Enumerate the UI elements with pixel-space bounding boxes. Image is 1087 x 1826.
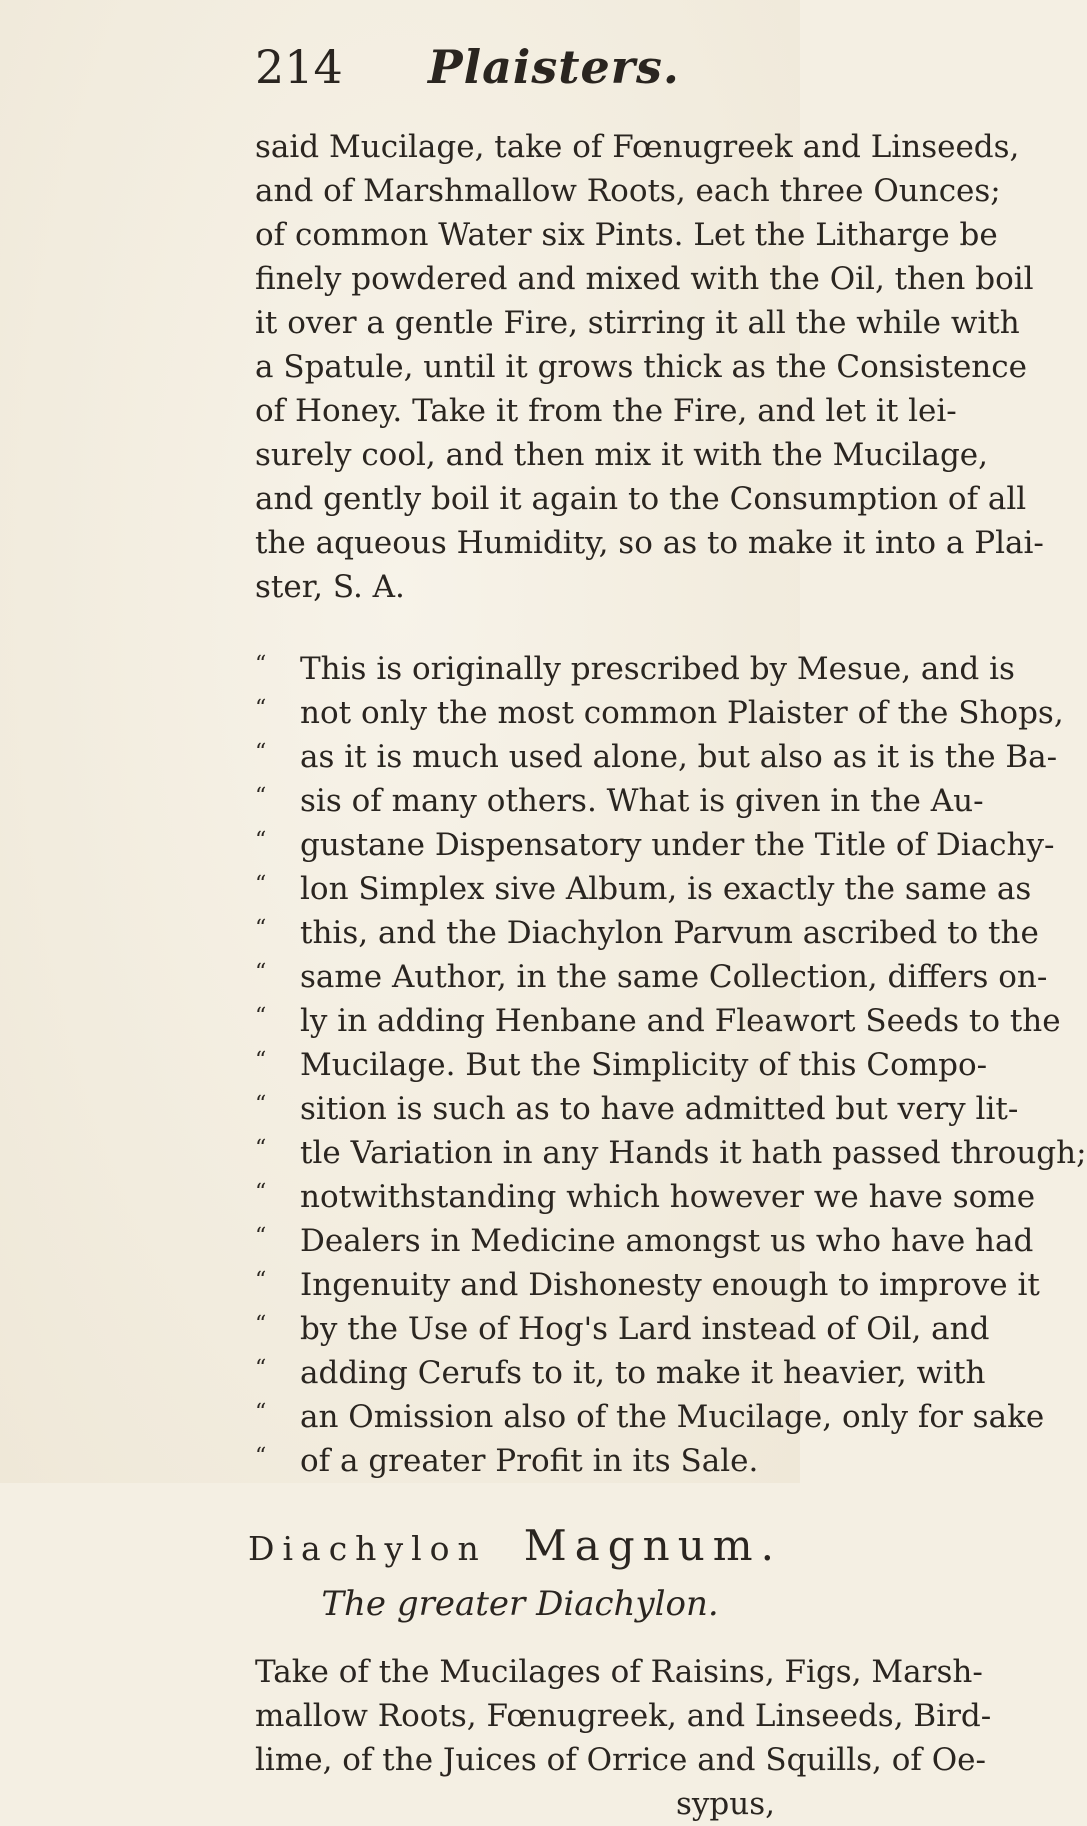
- quote-line: “ Dealers in Medicine amongst us who have had: [255, 1219, 785, 1263]
- commentary-quotation: [255, 647, 1087, 1483]
- quote-mark: “: [255, 740, 267, 765]
- quote-line: “ ly in adding Henbane and Fleawort Seeds to the: [255, 999, 785, 1043]
- section-diachylon-magnum: [248, 1521, 992, 1826]
- quote-line: “ of a greater Profit in its Sale.: [255, 1439, 785, 1483]
- text-line: it over a gentle Fire, stirring it all the while with: [255, 305, 1020, 341]
- quote-line: “ sis of many others. What is given in the Au-: [255, 779, 785, 823]
- text-line: surely cool, and then mix it with the Mucilage,: [255, 437, 989, 473]
- quote-line: “ Ingenuity and Dishonesty enough to improve it: [255, 1263, 785, 1307]
- text-line: ster, S. A.: [255, 569, 405, 605]
- section-heading: Diachylon Magnum.: [248, 1521, 782, 1570]
- quote-mark: “: [255, 1444, 267, 1469]
- quote-mark: “: [255, 696, 267, 721]
- quote-mark: “: [255, 1400, 267, 1425]
- quote-mark: “: [255, 916, 267, 941]
- quote-mark: “: [255, 872, 267, 897]
- text-line: the aqueous Humidity, so as to make it into a Plai-: [255, 525, 1044, 561]
- section-subheading: The greater Diachylon.: [321, 1584, 719, 1624]
- page-header: [0, 40, 800, 110]
- text-line: and gently boil it again to the Consumption of all: [255, 481, 1027, 517]
- quote-line: “ same Author, in the same Collection, differs on-: [255, 955, 785, 999]
- quote-mark: “: [255, 1356, 267, 1381]
- quote-line: “ not only the most common Plaister of the Shops,: [255, 691, 785, 735]
- quote-mark: “: [255, 960, 267, 985]
- quote-line: “ an Omission also of the Mucilage, only for sake: [255, 1395, 785, 1439]
- quote-line: “ tle Variation in any Hands it hath passed through;: [255, 1131, 785, 1175]
- quote-line: “ Mucilage. But the Simplicity of this Compo-: [255, 1043, 785, 1087]
- quote-mark: “: [255, 1224, 267, 1249]
- text-line: a Spatule, until it grows thick as the Consistence: [255, 349, 1027, 385]
- catchword: sypus,: [676, 1786, 775, 1822]
- quote-mark: “: [255, 1312, 267, 1337]
- quote-line: “ as it is much used alone, but also as it is the Ba-: [255, 735, 785, 779]
- quote-line: “ sition is such as to have admitted but very lit-: [255, 1087, 785, 1131]
- quote-line: “ This is originally prescribed by Mesue, and is: [255, 647, 785, 691]
- quote-mark: “: [255, 1048, 267, 1073]
- quote-line: “ by the Use of Hog's Lard instead of Oil, and: [255, 1307, 785, 1351]
- quote-line: “ gustane Dispensatory under the Title of Diachy-: [255, 823, 785, 867]
- page-body: [248, 125, 1087, 1826]
- quote-mark: “: [255, 652, 267, 677]
- text-line: of Honey. Take it from the Fire, and let it lei-: [255, 393, 957, 429]
- quote-line: “ adding Cerufs to it, to make it heavier, with: [255, 1351, 785, 1395]
- quote-mark: “: [255, 828, 267, 853]
- quote-mark: “: [255, 1268, 267, 1293]
- recipe-paragraph: [255, 125, 1044, 609]
- text-line: mallow Roots, Fœnugreek, and Linseeds, Bird-: [255, 1698, 992, 1734]
- quote-line: “ this, and the Diachylon Parvum ascribed to the: [255, 911, 785, 955]
- text-line: of common Water six Pints. Let the Litharge be: [255, 217, 998, 253]
- quote-line: “ notwithstanding which however we have some: [255, 1175, 785, 1219]
- quote-line: “ lon Simplex sive Album, is exactly the same as: [255, 867, 785, 911]
- quote-mark: “: [255, 1136, 267, 1161]
- text-line: and of Marshmallow Roots, each three Ounces;: [255, 173, 1001, 209]
- page-number: 214: [255, 40, 343, 94]
- quote-mark: “: [255, 1004, 267, 1029]
- quote-mark: “: [255, 784, 267, 809]
- text-line: Take of the Mucilages of Raisins, Figs, Marsh-: [255, 1654, 983, 1690]
- quote-mark: “: [255, 1180, 267, 1205]
- quote-mark: “: [255, 1092, 267, 1117]
- text-line: said Mucilage, take of Fœnugreek and Linseeds,: [255, 129, 1020, 165]
- running-title: Plaisters.: [428, 40, 680, 94]
- text-line: finely powdered and mixed with the Oil, then boil: [255, 261, 1034, 297]
- text-line: lime, of the Juices of Orrice and Squills, of Oe-: [255, 1742, 986, 1778]
